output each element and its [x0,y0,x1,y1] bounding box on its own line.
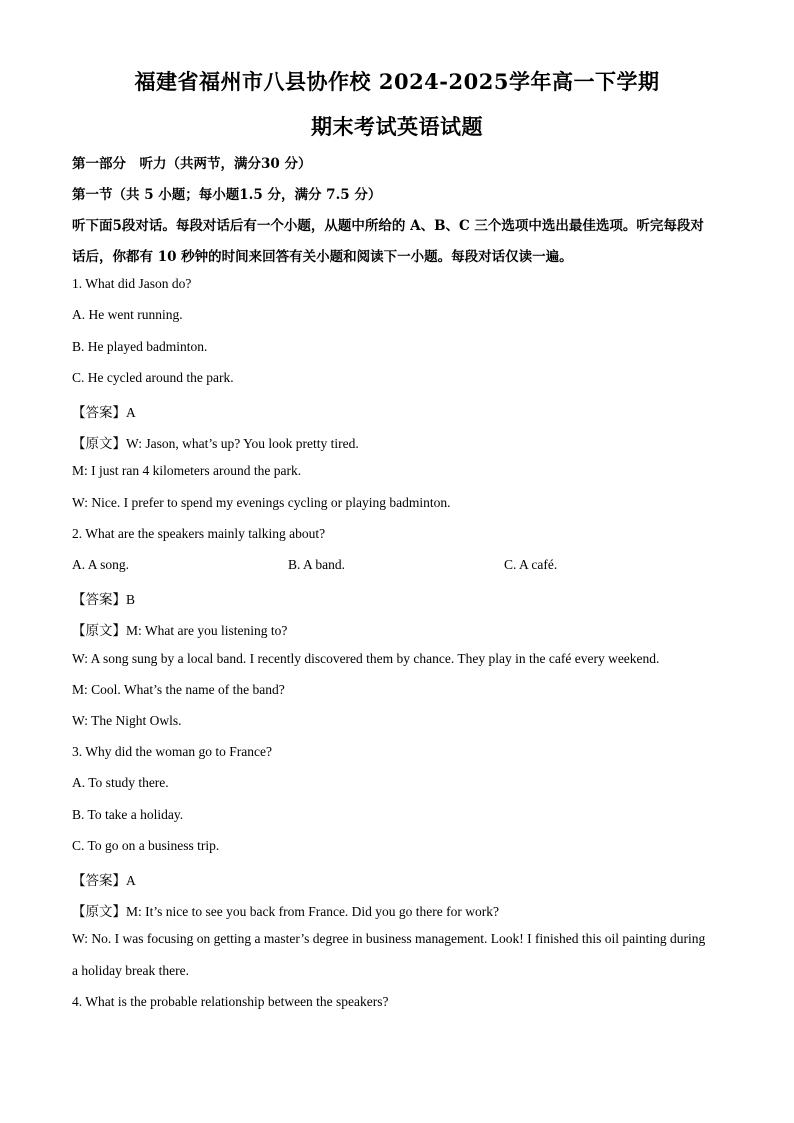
answer-value: A [126,873,136,888]
document-title-line-1: 福建省福州市八县协作校 2024-2025学年高一下学期 [134,69,660,94]
question-2-transcript-line-1 [72,619,287,639]
instructions-line-2: 话后，你都有 10 秒钟的时间来回答有关小题和阅读下一小题。每段对话仅读一遍。 [72,249,573,265]
transcript-text: M: It’s nice to see you back from France. Did you go there for work? [126,904,500,919]
question-1-option-a: A. He went running. [72,307,183,322]
question-1-transcript-line-3: W: Nice. I prefer to spend my evenings cycling or playing badminton. [72,495,451,510]
question-1-answer [72,401,136,421]
document-title-line-2: 期末考试英语试题 [311,114,483,139]
transcript-label: 【原文】 [72,436,126,452]
question-4-stem: 4. What is the probable relationship between the speakers? [72,994,389,1009]
question-3-answer [72,869,136,889]
question-3-transcript-line-2: W: No. I was focusing on getting a master’s degree in business management. Look! I finished this oil painting during [72,931,706,946]
answer-value: A [126,405,136,420]
answer-value: B [126,592,136,607]
question-1-stem: 1. What did Jason do? [72,276,192,291]
question-2-option-a: A. A song. [72,557,130,572]
question-1-option-b: B. He played badminton. [72,339,208,354]
subsection-heading: 第一节（共 5 小题；每小题1.5 分，满分 7.5 分） [72,187,382,203]
transcript-text: W: Jason, what’s up? You look pretty tired. [126,436,359,451]
answer-label: 【答案】 [72,405,126,421]
question-2-option-c: C. A café. [504,557,558,572]
question-1-option-c: C. He cycled around the park. [72,370,234,385]
question-3-transcript-line-3: a holiday break there. [72,963,189,978]
transcript-text: M: What are you listening to? [126,623,288,638]
answer-label: 【答案】 [72,873,126,889]
question-2-transcript-line-4: W: The Night Owls. [72,713,182,728]
question-2-stem: 2. What are the speakers mainly talking about? [72,526,326,541]
question-2-transcript-line-3: M: Cool. What’s the name of the band? [72,682,285,697]
question-3-option-c: C. To go on a business trip. [72,838,220,853]
part-heading: 第一部分 听力（共两节，满分30 分） [72,156,312,172]
transcript-label: 【原文】 [72,623,126,639]
answer-label: 【答案】 [72,592,126,608]
question-2-transcript-line-2: W: A song sung by a local band. I recently discovered them by chance. They play in the café every weekend. [72,651,660,666]
question-2-answer [72,588,135,608]
question-3-option-b: B. To take a holiday. [72,807,184,822]
question-1-transcript-line-1 [72,432,359,452]
question-3-option-a: A. To study there. [72,775,169,790]
question-1-transcript-line-2: M: I just ran 4 kilometers around the park. [72,463,302,478]
instructions-line-1: 听下面5段对话。每段对话后有一个小题，从题中所给的 A、B、C 三个选项中选出最佳选项。听完每段对 [72,218,704,234]
transcript-label: 【原文】 [72,904,126,920]
question-2-option-b: B. A band. [288,557,346,572]
question-3-transcript-line-1 [72,900,499,920]
question-3-stem: 3. Why did the woman go to France? [72,744,272,759]
